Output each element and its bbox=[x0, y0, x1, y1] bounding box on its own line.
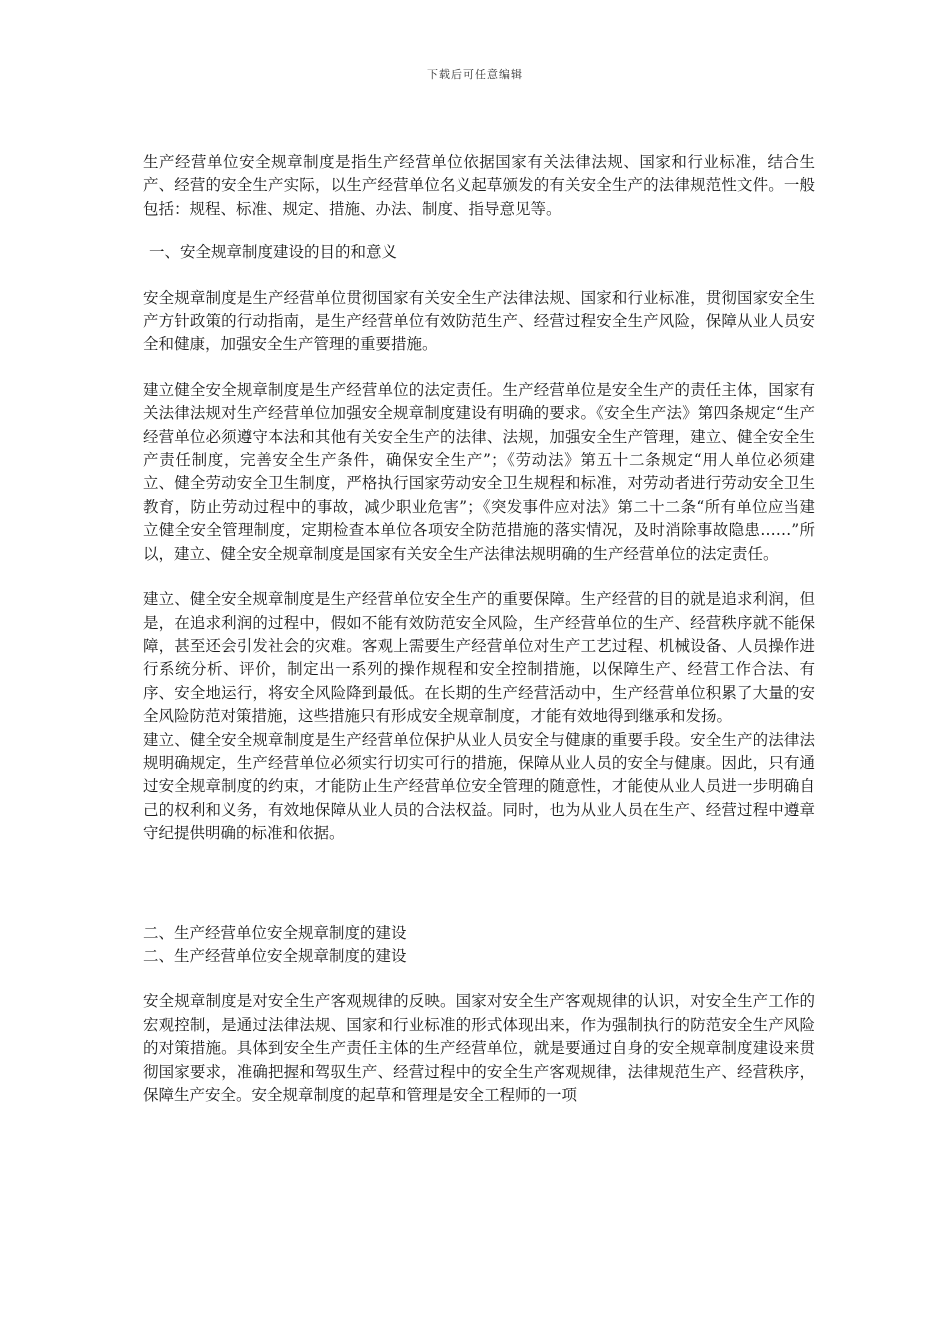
section-2-paragraph-1: 安全规章制度是对安全生产客观规律的反映。国家对安全生产客观规律的认识，对安全生产工作的宏观控制，是通过法律法规、国家和行业标准的形式体现出来，作为强制执行的防范安全生产风险的对策措施。具体到安全生产责任主体的生产经营单位，就是要通过自身的安全规章制度建设来贯彻国家要求，准确把握和驾驭生产、经营过程中的安全生产客观规律，法律规范生产、经营秩序，保障生产安全。安全规章制度的起草和管理是安全工程师的一项 bbox=[143, 992, 815, 1104]
document-body bbox=[143, 151, 815, 1107]
section-2-heading-duplicate: 二、生产经营单位安全规章制度的建设 bbox=[143, 946, 407, 965]
intro-paragraph: 生产经营单位安全规章制度是指生产经营单位依据国家有关法律法规、国家和行业标准，结合生产、经营的安全生产实际，以生产经营单位名义起草颁发的有关安全生产的法律规范性文件。一般包括：规程、标准、规定、措施、办法、制度、指导意见等。 bbox=[143, 153, 815, 218]
section-2-heading: 二、生产经营单位安全规章制度的建设 bbox=[143, 923, 407, 942]
section-1-paragraph-4: 建立、健全安全规章制度是生产经营单位保护从业人员安全与健康的重要手段。安全生产的法律法规明确规定，生产经营单位必须实行切实可行的措施，保障从业人员的安全与健康。因此，只有通过安全规章制度的约束，才能防止生产经营单位安全管理的随意性，才能使从业人员进一步明确自己的权利和义务，有效地保障从业人员的合法权益。同时，也为从业人员在生产、经营过程中遵章守纪提供明确的标准和依据。 bbox=[143, 730, 815, 843]
section-1-paragraph-1: 安全规章制度是生产经营单位贯彻国家有关安全生产法律法规、国家和行业标准，贯彻国家安全生产方针政策的行动指南，是生产经营单位有效防范生产、经营过程安全生产风险，保障从业人员安全和健康，加强安全生产管理的重要措施。 bbox=[143, 288, 815, 354]
section-1-paragraph-3: 建立、健全安全规章制度是生产经营单位安全生产的重要保障。生产经营的目的就是追求利润，但是，在追求利润的过程中，假如不能有效防范安全风险，生产经营单位的生产、经营秩序就不能保障，甚至还会引发社会的灾难。客观上需要生产经营单位对生产工艺过程、机械设备、人员操作进行系统分析、评价，制定出一系列的操作规程和安全控制措施，以保障生产、经营工作合法、有序、安全地运行，将安全风险降到最低。在长期的生产经营活动中，生产经营单位积累了大量的安全风险防范对策措施，这些措施只有形成安全规章制度，才能有效地得到继承和发扬。 bbox=[143, 590, 815, 726]
page-header-note: 下载后可任意编辑 bbox=[427, 68, 523, 81]
section-1-heading: 一、安全规章制度建设的目的和意义 bbox=[149, 243, 398, 262]
section-1-paragraph-2: 建立健全安全规章制度是生产经营单位的法定责任。生产经营单位是安全生产的责任主体，国家有关法律法规对生产经营单位加强安全规章制度建设有明确的要求。《安全生产法》第四条规定“生产经营单位必须遵守本法和其他有关安全生产的法律、法规，加强安全生产管理，建立、健全安全生产责任制度，完善安全生产条件，确保安全生产”；《劳动法》第五十二条规定“用人单位必须建立、健全劳动安全卫生制度，严格执行国家劳动安全卫生规程和标准，对劳动者进行劳动安全卫生教育，防止劳动过程中的事故，减少职业危害”；《突发事件应对法》第二十二条“所有单位应当建立健全安全管理制度，定期检查本单位各项安全防范措施的落实情况，及时消除事故隐患……”所以，建立、健全安全规章制度是国家有关安全生产法律法规明确的生产经营单位的法定责任。 bbox=[143, 380, 815, 563]
